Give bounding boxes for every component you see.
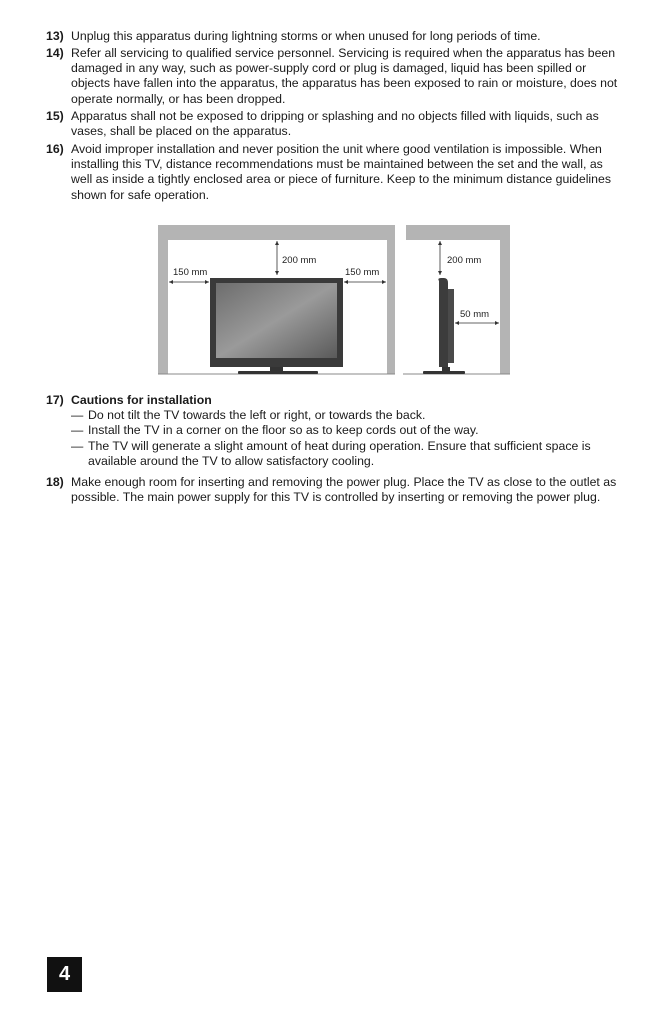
right-clearance-label: 150 mm (345, 267, 380, 278)
caution-item (71, 408, 621, 423)
item-number: 18) (46, 475, 64, 489)
item-text: Apparatus shall not be exposed to dripping or splashing and no objects filled with liquids, such as vases, shall be placed on the apparatus. (71, 109, 599, 139)
instruction-17 (46, 393, 621, 469)
caution-item (71, 439, 621, 469)
item-text: Unplug this apparatus during lightning storms or when unused for long periods of time. (71, 29, 541, 43)
caution-list (71, 408, 621, 469)
item-text: Refer all servicing to qualified service personnel. Servicing is required when the apparatus has been damaged in any way, such as power-supply cord or plug is damaged, liquid has been spilled or objects have fallen into the apparatus, the apparatus has been exposed to rain or moisture, does not operate normally, or has been dropped. (71, 46, 618, 106)
item-number: 13) (46, 29, 64, 43)
side-top-clearance-label: 200 mm (447, 255, 482, 266)
side-view-diagram (403, 225, 510, 374)
instruction-14 (46, 46, 621, 107)
item-text: Make enough room for inserting and removing the power plug. Place the TV as close to the outlet as possible. The main power supply for this TV is controlled by inserting or removing the power plug. (71, 475, 617, 505)
tv-side-illustration (423, 278, 465, 374)
front-view-diagram (158, 225, 395, 374)
item-number: 16) (46, 142, 64, 156)
dash-glyph: — (71, 408, 84, 423)
item-number: 14) (46, 46, 64, 60)
caution-text: Do not tilt the TV towards the left or right, or towards the back. (88, 408, 426, 423)
caution-item (71, 423, 621, 438)
instruction-15 (46, 109, 621, 139)
page-number: 4 (47, 957, 82, 992)
instruction-16 (46, 142, 621, 203)
item-number: 15) (46, 109, 64, 123)
instruction-18 (46, 475, 621, 505)
instruction-13 (46, 29, 621, 44)
item-number: 17) (46, 393, 64, 407)
section-title: Cautions for installation (71, 393, 212, 407)
dash-glyph: — (71, 438, 84, 453)
item-text: Avoid improper installation and never position the unit where good ventilation is impossible. When installing this TV, distance recommendations must be maintained between the set and the wall, as well as inside a tightly enclosed area or piece of furniture. Keep to the minimum distance guidelines shown for safe operation. (71, 142, 611, 202)
tv-front-illustration (210, 278, 343, 374)
caution-text: The TV will generate a slight amount of heat during operation. Ensure that sufficient space is available around the TV to allow satisfactory cooling. (88, 438, 591, 468)
top-clearance-label: 200 mm (282, 255, 317, 266)
left-clearance-label: 150 mm (173, 267, 208, 278)
caution-text: Install the TV in a corner on the floor so as to keep cords out of the way. (88, 423, 479, 438)
ventilation-clearance-diagram (158, 225, 513, 377)
dash-glyph: — (71, 423, 84, 438)
back-clearance-label: 50 mm (460, 309, 490, 320)
